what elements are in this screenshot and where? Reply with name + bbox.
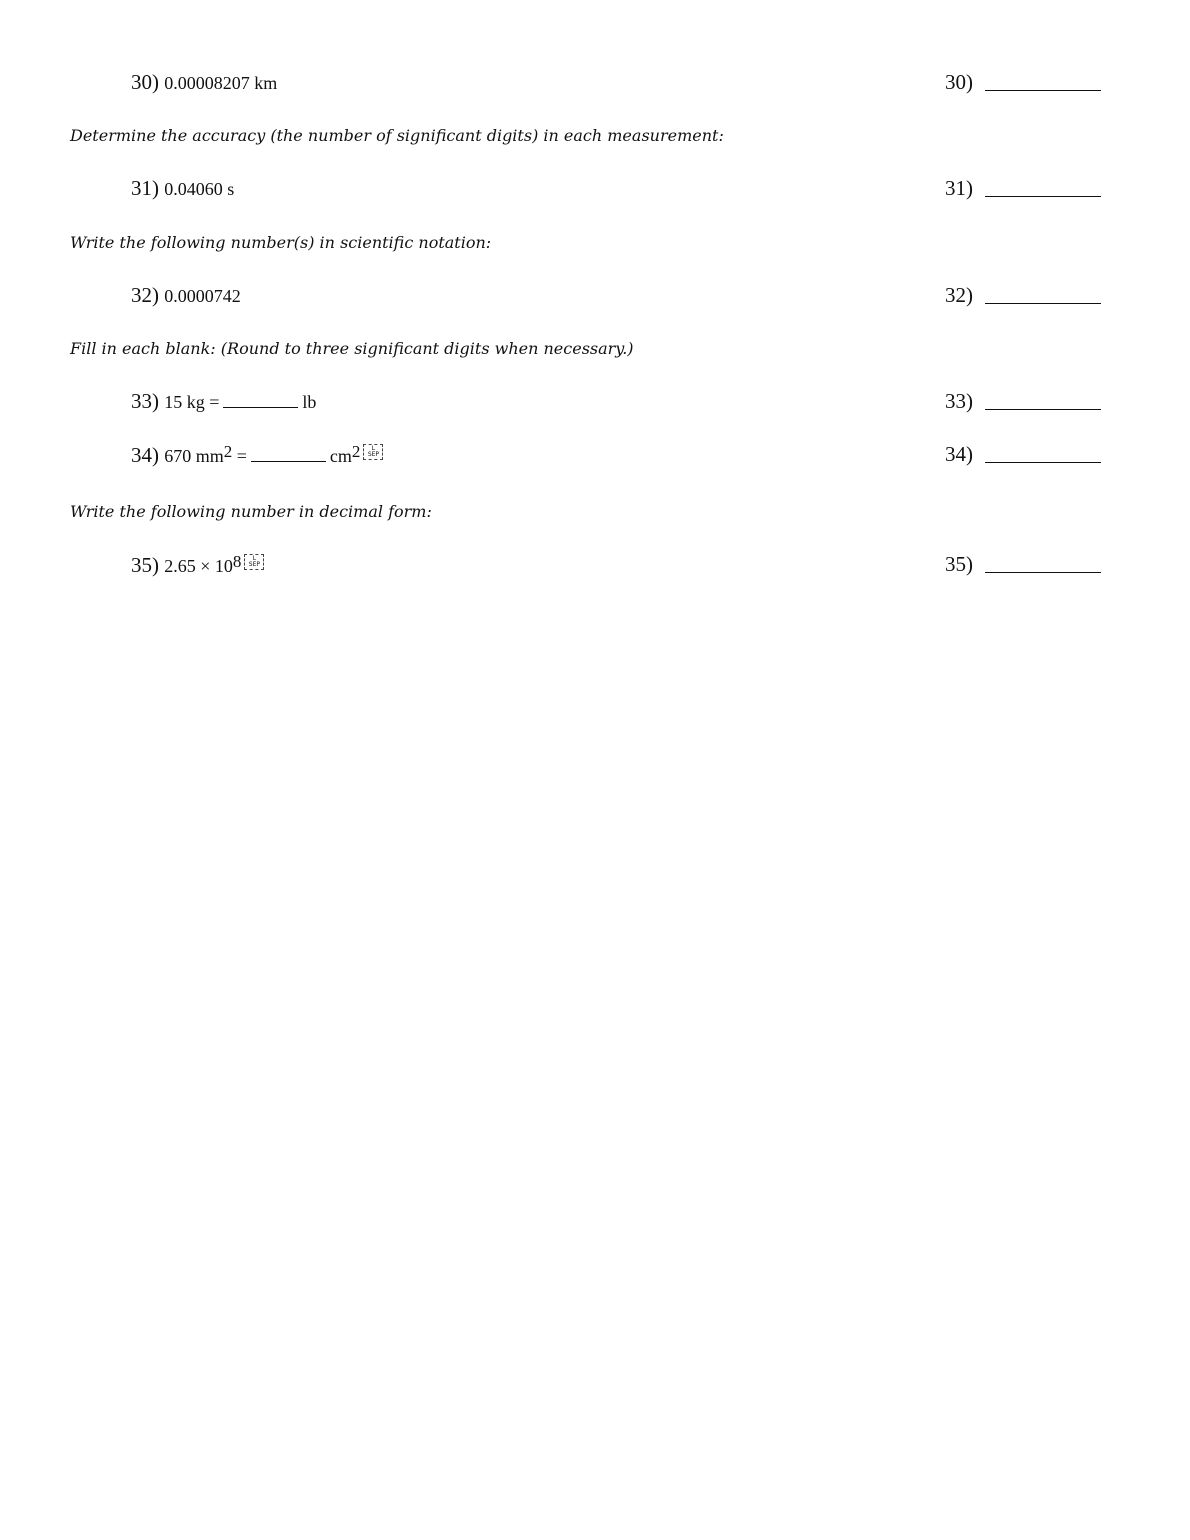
problem-35	[0, 552, 1190, 582]
question-text: 2.65 × 10	[164, 556, 233, 576]
question-text: 0.0000742	[164, 286, 241, 306]
problem-number: 33)	[131, 389, 159, 413]
problem-32	[0, 283, 1190, 313]
answer-line[interactable]	[985, 90, 1101, 91]
instruction: Write the following number(s) in scientific notation:	[70, 233, 492, 252]
exponent: 2	[223, 442, 233, 461]
answer-label: 34)	[945, 442, 973, 466]
problem-33	[0, 389, 1190, 419]
problem-number: 34)	[131, 443, 159, 467]
instruction: Fill in each blank: (Round to three significant digits when necessary.)	[70, 339, 634, 358]
exponent: 8	[232, 552, 242, 571]
unit-text: cm	[329, 446, 352, 466]
problem-31	[0, 176, 1190, 206]
question-text: 0.04060 s	[164, 179, 235, 199]
answer-line[interactable]	[985, 196, 1101, 197]
instruction: Write the following number in decimal form:	[70, 502, 432, 521]
question-text: 15 kg =	[164, 392, 220, 412]
exponent: 2	[351, 442, 361, 461]
answer-line[interactable]	[985, 303, 1101, 304]
equals: =	[232, 446, 247, 466]
line-separator-glyph-icon: L SEP	[363, 444, 383, 460]
fill-blank[interactable]	[251, 445, 326, 462]
answer-label: 33)	[945, 389, 973, 413]
answer-line[interactable]	[985, 572, 1101, 573]
answer-label: 30)	[945, 70, 973, 94]
problem-number: 31)	[131, 176, 159, 200]
question-text: 670 mm	[164, 446, 224, 466]
answer-line[interactable]	[985, 462, 1101, 463]
answer-label: 32)	[945, 283, 973, 307]
problem-number: 35)	[131, 553, 159, 577]
question-text: 0.00008207 km	[164, 73, 278, 93]
problem-30	[0, 70, 1190, 100]
answer-label: 35)	[945, 552, 973, 576]
instruction: Determine the accuracy (the number of significant digits) in each measurement:	[70, 126, 724, 145]
problem-number: 30)	[131, 70, 159, 94]
line-separator-glyph-icon: L SEP	[244, 554, 264, 570]
problem-number: 32)	[131, 283, 159, 307]
unit-text: lb	[302, 392, 317, 412]
problem-34	[0, 442, 1190, 472]
answer-label: 31)	[945, 176, 973, 200]
answer-line[interactable]	[985, 409, 1101, 410]
fill-blank[interactable]	[223, 391, 298, 408]
